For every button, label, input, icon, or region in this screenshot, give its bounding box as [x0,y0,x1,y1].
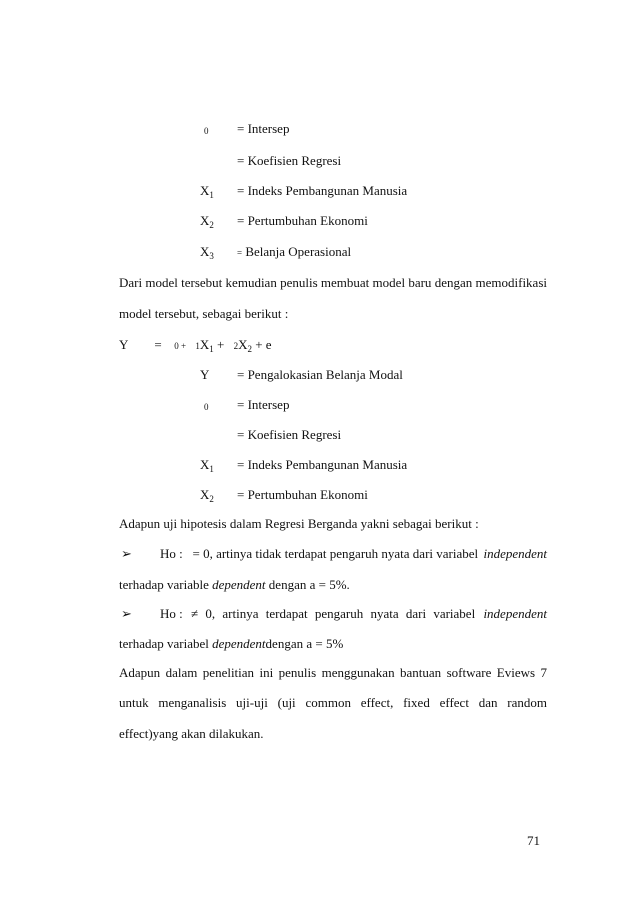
def1-symbol-x1: $X_1$ [200,183,214,200]
def1-symbol-x2: $X_2$ [200,213,214,230]
def2-desc-ipm: = Indeks Pembangunan Manusia [237,457,408,472]
equation-equals: = [154,337,162,352]
def2-symbol-y: Y [200,367,210,382]
def2-desc-intersep: = Intersep [237,397,290,412]
def1-symbol-x3: $X_3$ [200,244,214,261]
regression-equation [119,337,272,357]
hypothesis-2-line2: terhadap variabel dependentdengan a = 5% [119,636,344,651]
paragraph1-line1: Dari model tersebut kemudian penulis membuat model baru dengan memodifikasi [119,275,547,290]
paragraph2-line1: Adapun dalam penelitian ini penulis menggunakan bantuan software Eviews 7 [119,665,547,680]
hypothesis-2-condition: ≠ 0, artinya terdapat pengaruh nyata dari variabel [191,606,476,621]
hypothesis-2-dependent: dependent [212,636,266,651]
hypothesis-1-condition: = 0, artinya tidak terdapat pengaruh nyata dari variabel [192,546,479,561]
hypothesis-2-independent: independent [483,606,547,621]
paragraph2-line3: effect)yang akan dilakukan. [119,726,264,741]
def1-desc-belanja-operasional: = Belanja Operasional [237,244,352,259]
def1-desc-ipm: = Indeks Pembangunan Manusia [237,183,408,198]
equation-beta2: 2 [233,341,239,351]
equation-x2: $X_2 + e$ [238,337,272,354]
def2-desc-pengalokasian: = Pengalokasian Belanja Modal [237,367,403,382]
hypothesis-intro: Adapun uji hipotesis dalam Regresi Berganda yakni sebagai berikut : [119,516,479,531]
def1-desc-pertumbuhan: = Pertumbuhan Ekonomi [237,213,368,228]
paragraph2-line2: untuk menganalisis uji-uji (uji common effect, fixed effect dan random [119,695,547,710]
def1-desc-koefisien: = Koefisien Regresi [237,153,342,168]
def1-desc-intersep: = Intersep [237,121,290,136]
equation-beta1: 1 [195,341,200,351]
def1-symbol-beta0: 0 [204,126,209,136]
hypothesis-2-line1 [160,606,547,622]
def2-desc-koefisien: = Koefisien Regresi [237,427,342,442]
arrow-bullet-icon: ➢ [121,606,132,621]
def2-desc-pertumbuhan: = Pertumbuhan Ekonomi [237,487,368,502]
equation-lhs: Y [119,337,128,352]
hypothesis-1-independent: independent [483,546,547,561]
arrow-bullet-icon: ➢ [121,546,132,561]
hypothesis-1-dependent: dependent [212,577,266,592]
equation-term0: 0 + [174,341,187,351]
def2-symbol-x1: $X_1$ [200,457,214,474]
def2-symbol-beta0: 0 [204,402,209,412]
hypothesis-1-line1 [160,546,547,562]
hypothesis-1-line2: terhadap variable dependent dengan a = 5%. [119,577,350,592]
hypothesis-1-label: Ho : [160,546,183,561]
def2-symbol-x2: $X_2$ [200,487,214,504]
hypothesis-2-label: Ho : [160,606,183,621]
equation-x1: $X_1$ + [199,337,225,354]
paragraph1-line2: model tersebut, sebagai berikut : [119,306,289,321]
page-number: 71 [527,833,540,848]
